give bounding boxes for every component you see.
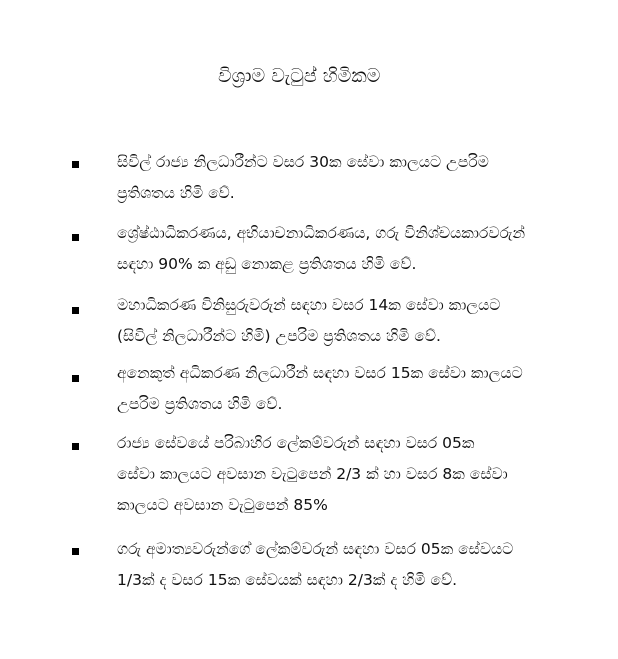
square-bullet-icon xyxy=(72,307,79,314)
list-item-text xyxy=(117,428,592,521)
square-bullet-icon xyxy=(72,548,79,555)
text-line: 1/3ක් ද වසර 15ක සේවයක් සඳහා 2/3ක් ද හිමි වේ. xyxy=(117,571,458,589)
text-line: සේවා කාලයට අවසාන වැටුපෙන් 2/3 ක් හා වසර 8ක සේවා xyxy=(117,465,508,483)
document-title: විශ්‍රාම වැටුප් හිමිකම xyxy=(218,65,381,87)
text-line: (සිවිල් නිලධාරීන්ට හිමි) උපරිම ප්‍රතිශතය හිමි වේ. xyxy=(117,327,441,345)
text-line: කාලයට අවසාන වැටුපෙන් 85% xyxy=(117,496,328,514)
text-line: රාජ්‍ය සේවයේ පරිබාහිර ලේකම්වරුන් සඳහා වසර 05ක xyxy=(117,434,475,452)
list-item-text xyxy=(117,147,592,209)
text-line: සිවිල් රාජ්‍ය නිලධාරීන්ට වසර 30ක සේවා කාලයට උපරිම xyxy=(117,153,489,171)
text-line: අනෙකුත් අධිකරණ නිලධාරීන් සඳහා වසර 15ක සේවා කාලයට xyxy=(117,364,523,382)
square-bullet-icon xyxy=(72,443,79,450)
text-line: ශ්‍රේෂ්ඨාධිකරණය, අභියාචනාධිකරණය, ගරු විනිශ්චයකාරවරුන් xyxy=(117,224,526,242)
list-item-text xyxy=(117,358,592,420)
text-line: ප්‍රතිශතය හිමි වේ. xyxy=(117,184,235,202)
text-line: ගරු අමාත්‍යවරුන්ගේ ලේකම්වරුන් සඳහා වසර 05ක සේවයට xyxy=(117,540,514,558)
list-item-text xyxy=(117,534,592,596)
text-line: මහාධිකරණ විනිසුරුවරුන් සඳහා වසර 14ක සේවා කාලයට xyxy=(117,296,501,314)
text-line: උපරිම ප්‍රතිශතය හිමි වේ. xyxy=(117,395,283,413)
square-bullet-icon xyxy=(72,375,79,382)
text-line: සඳහා 90% ක අඩු නොකළ ප්‍රතිශතය හිමි වේ. xyxy=(117,255,417,273)
square-bullet-icon xyxy=(72,234,79,241)
list-item-text xyxy=(117,218,592,280)
square-bullet-icon xyxy=(72,161,79,168)
list-item-text xyxy=(117,290,592,352)
